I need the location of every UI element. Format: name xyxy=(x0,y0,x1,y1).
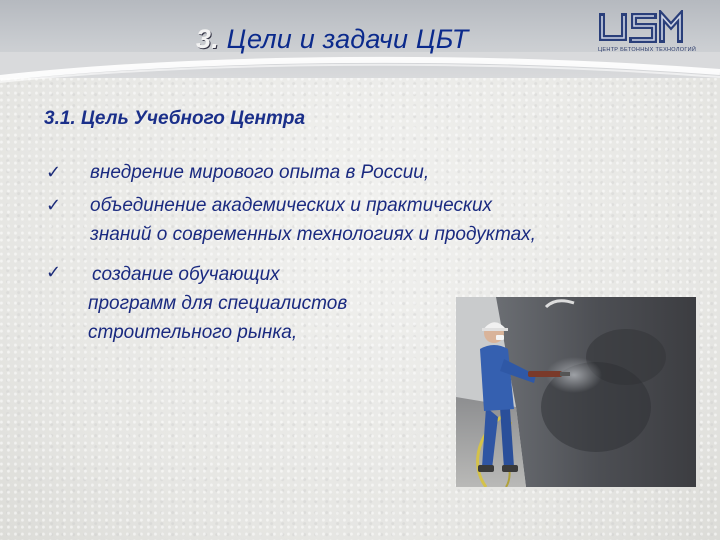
bullet-2-line-2: знаний о современных технологиях и продуктах, xyxy=(90,224,536,245)
section-subtitle: 3.1. Цель Учебного Центра xyxy=(44,108,306,129)
bullet-3-line-3: строительного рынка, xyxy=(88,322,298,343)
header-wave xyxy=(0,52,720,112)
title-number: 3. xyxy=(196,24,219,54)
bullet-2-line-1: объединение академических и практических xyxy=(90,195,493,216)
photo-illustration xyxy=(456,297,696,487)
bullet-3-text xyxy=(88,260,347,347)
bullet-1-line-1: внедрение мирового опыта в России, xyxy=(90,162,430,183)
bullet-1-text xyxy=(90,158,429,187)
bullet-2-text xyxy=(90,191,536,249)
page-title xyxy=(196,24,468,55)
check-icon: ✓ xyxy=(46,262,62,283)
check-icon: ✓ xyxy=(46,195,62,216)
bullet-3-line-1: создание обучающих xyxy=(92,264,280,285)
bullet-3-line-2: программ для специалистов xyxy=(88,293,348,314)
logo-caption: ЦЕНТР БЕТОННЫХ ТЕХНОЛОГИЙ xyxy=(598,47,697,53)
title-text: Цели и задачи ЦБТ xyxy=(218,24,469,54)
check-icon: ✓ xyxy=(46,162,62,183)
worker-spraying-concrete-photo xyxy=(456,297,696,487)
